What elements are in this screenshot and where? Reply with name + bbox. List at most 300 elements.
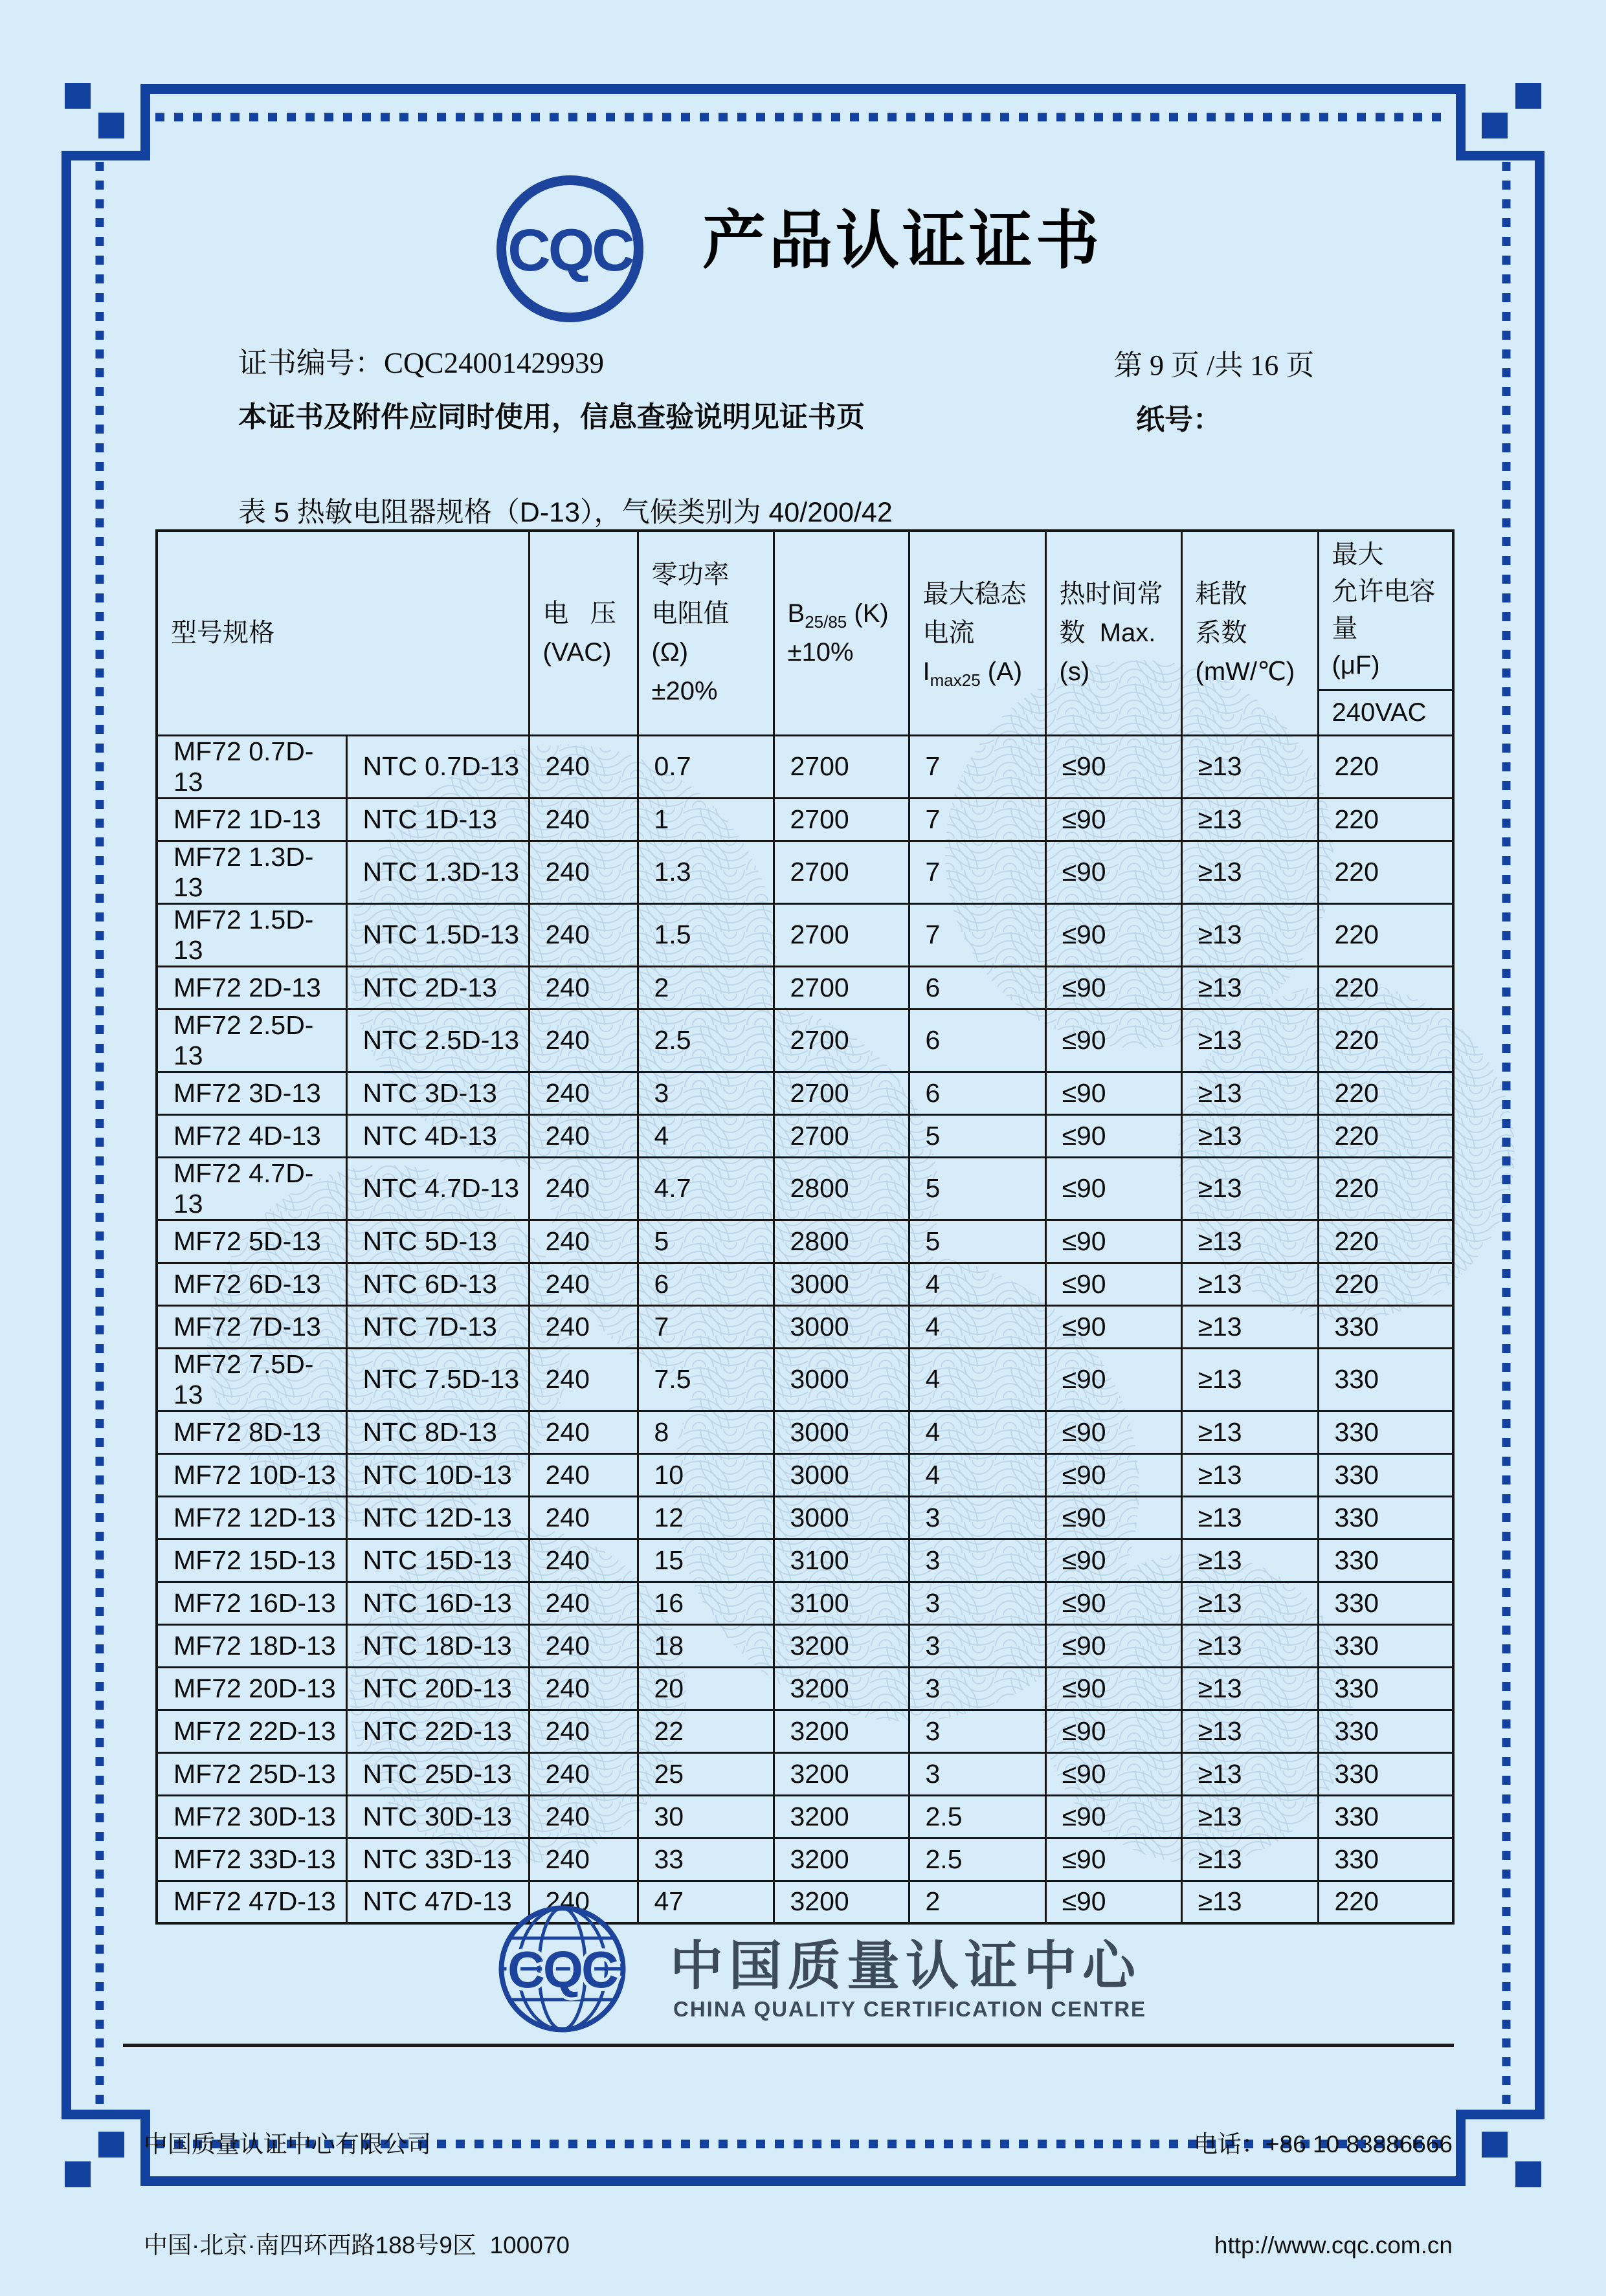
table-cell: ≥13 [1181, 1881, 1318, 1923]
table-cell: 330 [1318, 1453, 1453, 1496]
table-cell: ≤90 [1045, 1838, 1181, 1881]
globe-logo-text: CQC [507, 1941, 617, 1998]
footer-org-name-en: CHINA QUALITY CERTIFICATION CENTRE [673, 1997, 1147, 2021]
table-cell: ≤90 [1045, 1795, 1181, 1838]
table-cell: NTC 16D-13 [346, 1582, 529, 1624]
table-cell: ≤90 [1045, 1072, 1181, 1114]
table-cell: 240 [529, 1009, 638, 1072]
table-cell: 2700 [774, 1072, 909, 1114]
table-cell: 30 [638, 1795, 774, 1838]
table-cell: ≤90 [1045, 1624, 1181, 1667]
footer-address: 中国·北京·南四环西路188号9区 100070 [144, 2232, 570, 2258]
corner-square [65, 2161, 91, 2187]
table-cell: 6 [909, 966, 1045, 1009]
table-cell: NTC 1.5D-13 [346, 903, 529, 966]
table-cell: 7.5 [638, 1348, 774, 1411]
table-cell: MF72 20D-13 [157, 1667, 346, 1710]
table-cell: 330 [1318, 1348, 1453, 1411]
table-cell: ≥13 [1181, 1114, 1318, 1157]
table-cell: ≤90 [1045, 903, 1181, 966]
table-cell: 12 [638, 1496, 774, 1539]
table-cell: 2700 [774, 903, 909, 966]
table-cell: 3 [909, 1496, 1045, 1539]
certificate-number-value: CQC24001429939 [384, 347, 605, 379]
table-cell: MF72 6D-13 [157, 1263, 346, 1305]
table-cell: ≥13 [1181, 1263, 1318, 1305]
table-row [157, 1220, 1453, 1263]
table-cell: 4 [909, 1411, 1045, 1453]
table-cell: 3200 [774, 1795, 909, 1838]
table-cell: MF72 2D-13 [157, 966, 346, 1009]
table-cell: 240 [529, 1752, 638, 1795]
table-cell: 240 [529, 1624, 638, 1667]
table-cell: 220 [1318, 1009, 1453, 1072]
table-cell: 0.7 [638, 735, 774, 798]
table-cell: 7 [909, 798, 1045, 841]
corner-square [65, 83, 91, 109]
table-cell: 2.5 [909, 1795, 1045, 1838]
table-cell: ≥13 [1181, 1710, 1318, 1752]
header-zero-power-resistance: 零功率 电阻值 (Ω) ±20% [638, 531, 774, 735]
table-cell: 4 [909, 1453, 1045, 1496]
table-cell: 240 [529, 1667, 638, 1710]
table-cell: ≥13 [1181, 1838, 1318, 1881]
table-cell: 3000 [774, 1263, 909, 1305]
table-row [157, 903, 1453, 966]
table-cell: ≥13 [1181, 1157, 1318, 1220]
table-row [157, 735, 1453, 798]
table-cell: NTC 18D-13 [346, 1624, 529, 1667]
table-cell: ≥13 [1181, 1305, 1318, 1348]
table-cell: MF72 33D-13 [157, 1838, 346, 1881]
table-cell: 2800 [774, 1157, 909, 1220]
table-cell: 3200 [774, 1624, 909, 1667]
table-cell: 10 [638, 1453, 774, 1496]
certificate-number-label: 证书编号： [238, 347, 385, 379]
table-cell: 22 [638, 1710, 774, 1752]
table-cell: 3 [909, 1624, 1045, 1667]
table-cell: 2700 [774, 798, 909, 841]
table-cell: 240 [529, 1114, 638, 1157]
table-cell: NTC 4.7D-13 [346, 1157, 529, 1220]
table-cell: 5 [909, 1220, 1045, 1263]
table-cell: ≥13 [1181, 1582, 1318, 1624]
table-cell: 1.3 [638, 841, 774, 903]
table-cell: ≥13 [1181, 1348, 1318, 1411]
table-cell: 7 [909, 735, 1045, 798]
table-cell: 240 [529, 1157, 638, 1220]
table-cell: NTC 4D-13 [346, 1114, 529, 1157]
cqc-globe-logo-icon [496, 1903, 629, 2035]
table-cell: 2.5 [638, 1009, 774, 1072]
table-cell: 4.7 [638, 1157, 774, 1220]
table-cell: NTC 2D-13 [346, 966, 529, 1009]
border-corner-bottom-right [1456, 2110, 1466, 2186]
table-cell: NTC 10D-13 [346, 1453, 529, 1496]
table-cell: 16 [638, 1582, 774, 1624]
paper-number-label: 纸号： [1136, 404, 1221, 436]
corner-square [98, 113, 124, 138]
table-cell: 5 [909, 1157, 1045, 1220]
table-cell: ≥13 [1181, 1624, 1318, 1667]
table-cell: 5 [909, 1114, 1045, 1157]
table-cell: ≥13 [1181, 1752, 1318, 1795]
table-cell: ≥13 [1181, 735, 1318, 798]
header-max-steady-current: 最大稳态 电流 $I_{max25}$ (A) [909, 531, 1045, 735]
table-cell: 7 [638, 1305, 774, 1348]
table-cell: 3000 [774, 1411, 909, 1453]
table-cell: 240 [529, 1795, 638, 1838]
table-cell: 3000 [774, 1348, 909, 1411]
table-cell: 220 [1318, 841, 1453, 903]
footer-org-name-cn: 中国质量认证中心 [670, 1937, 1142, 1996]
border-left [61, 151, 71, 2119]
table-cell: ≤90 [1045, 1496, 1181, 1539]
cqc-round-logo-icon [491, 170, 649, 328]
header-voltage: 电 压 (VAC) [529, 531, 638, 735]
table-cell: MF72 4D-13 [157, 1114, 346, 1157]
table-cell: ≤90 [1045, 735, 1181, 798]
table-cell: ≥13 [1181, 1072, 1318, 1114]
table-cell: MF72 15D-13 [157, 1539, 346, 1582]
table-cell: 220 [1318, 903, 1453, 966]
table-cell: 2 [638, 966, 774, 1009]
table-cell: NTC 7.5D-13 [346, 1348, 529, 1411]
table-cell: 5 [638, 1220, 774, 1263]
table-cell: 330 [1318, 1838, 1453, 1881]
table-cell: 3 [909, 1539, 1045, 1582]
table-cell: ≤90 [1045, 798, 1181, 841]
table-cell: 330 [1318, 1624, 1453, 1667]
spec-table-rows [157, 735, 1453, 1923]
table-cell: 1.5 [638, 903, 774, 966]
table-cell: 240 [529, 1411, 638, 1453]
table-cell: 240 [529, 1263, 638, 1305]
table-cell: ≥13 [1181, 966, 1318, 1009]
table-cell: 240 [529, 1710, 638, 1752]
table-cell: NTC 20D-13 [346, 1667, 529, 1710]
table-cell: NTC 47D-13 [346, 1881, 529, 1923]
table-row [157, 1072, 1453, 1114]
table-cell: ≥13 [1181, 1795, 1318, 1838]
table-cell: ≥13 [1181, 1496, 1318, 1539]
cqc-logo-text: CQC [507, 217, 632, 283]
table-cell: ≥13 [1181, 1453, 1318, 1496]
table-cell: 240 [529, 1582, 638, 1624]
subheader-240vac: 240VAC [1318, 690, 1453, 735]
table-cell: 3000 [774, 1453, 909, 1496]
footer-contact [1194, 2060, 1453, 2296]
table-cell: 6 [638, 1263, 774, 1305]
table-row [157, 1838, 1453, 1881]
table-cell: NTC 1.3D-13 [346, 841, 529, 903]
table-cell: ≤90 [1045, 1453, 1181, 1496]
border-corner-bottom-left [61, 2110, 150, 2119]
table-row [157, 1539, 1453, 1582]
border-top [140, 84, 1466, 94]
table-cell: 330 [1318, 1667, 1453, 1710]
table-cell: 220 [1318, 1881, 1453, 1923]
table-cell: 240 [529, 1496, 638, 1539]
table-cell: 240 [529, 1539, 638, 1582]
table-row [157, 1667, 1453, 1710]
table-row [157, 1157, 1453, 1220]
table-cell: ≥13 [1181, 1667, 1318, 1710]
table-cell: 20 [638, 1667, 774, 1710]
table-row [157, 1114, 1453, 1157]
certificate-number-line [238, 339, 604, 381]
table-cell: 7 [909, 841, 1045, 903]
table-cell: MF72 25D-13 [157, 1752, 346, 1795]
table-cell: 240 [529, 1881, 638, 1923]
table-cell: 330 [1318, 1411, 1453, 1453]
table-row [157, 1411, 1453, 1453]
table-cell: 3000 [774, 1305, 909, 1348]
usage-note: 本证书及附件应同时使用，信息查验说明见证书页 [238, 401, 865, 433]
table-cell: 6 [909, 1009, 1045, 1072]
table-cell: 4 [638, 1114, 774, 1157]
table-cell: ≤90 [1045, 1114, 1181, 1157]
table-cell: ≤90 [1045, 1009, 1181, 1072]
table-cell: MF72 47D-13 [157, 1881, 346, 1923]
table-row [157, 798, 1453, 841]
table-cell: 3 [638, 1072, 774, 1114]
table-cell: 220 [1318, 1114, 1453, 1157]
table-cell: 3100 [774, 1582, 909, 1624]
table-cell: 25 [638, 1752, 774, 1795]
border-corner-bottom-right [1456, 2110, 1545, 2119]
table-cell: MF72 16D-13 [157, 1582, 346, 1624]
table-cell: NTC 15D-13 [346, 1539, 529, 1582]
table-cell: 330 [1318, 1795, 1453, 1838]
table-cell: MF72 1.3D-13 [157, 841, 346, 903]
table-cell: NTC 5D-13 [346, 1220, 529, 1263]
table-row [157, 1496, 1453, 1539]
table-cell: 2700 [774, 966, 909, 1009]
footer-company: 中国质量认证中心有限公司 [144, 2131, 431, 2158]
table-cell: ≤90 [1045, 1157, 1181, 1220]
table-cell: 3200 [774, 1667, 909, 1710]
table-cell: 3 [909, 1582, 1045, 1624]
table-cell: 240 [529, 966, 638, 1009]
table-cell: 240 [529, 903, 638, 966]
table-cell: MF72 2.5D-13 [157, 1009, 346, 1072]
table-cell: 220 [1318, 1220, 1453, 1263]
table-row [157, 1752, 1453, 1795]
border-corner-top-left [140, 84, 150, 160]
table-cell: ≤90 [1045, 1220, 1181, 1263]
table-cell: 240 [529, 1220, 638, 1263]
table-cell: 330 [1318, 1710, 1453, 1752]
table-cell: ≤90 [1045, 1539, 1181, 1582]
table-cell: 2700 [774, 841, 909, 903]
table-cell: NTC 6D-13 [346, 1263, 529, 1305]
table-row [157, 1453, 1453, 1496]
table-cell: ≤90 [1045, 966, 1181, 1009]
table-cell: MF72 4.7D-13 [157, 1157, 346, 1220]
border-right [1535, 151, 1545, 2119]
table-row [157, 1710, 1453, 1752]
table-cell: 240 [529, 1838, 638, 1881]
table-cell: 18 [638, 1624, 774, 1667]
table-cell: 220 [1318, 1263, 1453, 1305]
table-cell: NTC 33D-13 [346, 1838, 529, 1881]
table-cell: 330 [1318, 1496, 1453, 1539]
table-cell: 2700 [774, 1009, 909, 1072]
table-cell: 47 [638, 1881, 774, 1923]
table-cell: 3 [909, 1752, 1045, 1795]
table-cell: 220 [1318, 1157, 1453, 1220]
table-cell: 240 [529, 1072, 638, 1114]
table-cell: 1 [638, 798, 774, 841]
table-cell: NTC 22D-13 [346, 1710, 529, 1752]
table-row [157, 1348, 1453, 1411]
table-cell: NTC 8D-13 [346, 1411, 529, 1453]
corner-square [1515, 83, 1541, 109]
table-cell: 4 [909, 1263, 1045, 1305]
table-row [157, 1263, 1453, 1305]
footer-website: http://www.cqc.com.cn [1214, 2232, 1453, 2258]
header-dissipation-factor: 耗散 系数 (mW/℃) [1181, 531, 1318, 735]
header-thermal-time-constant: 热时间常 数 Max. (s) [1045, 531, 1181, 735]
table-row [157, 841, 1453, 903]
corner-square [1482, 2132, 1508, 2158]
footer-divider [123, 2044, 1454, 2047]
table-row [157, 1881, 1453, 1923]
table-cell: NTC 3D-13 [346, 1072, 529, 1114]
header-b-value: $B_{25/85}$ (K) ±10% [774, 531, 909, 735]
table-cell: 3 [909, 1667, 1045, 1710]
table-cell: MF72 22D-13 [157, 1710, 346, 1752]
table-cell: 3100 [774, 1539, 909, 1582]
corner-square [1482, 113, 1508, 138]
table-cell: 2700 [774, 735, 909, 798]
table-cell: 240 [529, 1348, 638, 1411]
table-cell: 4 [909, 1348, 1045, 1411]
table-cell: ≥13 [1181, 1009, 1318, 1072]
table-cell: 330 [1318, 1582, 1453, 1624]
page-number-info: 第 9 页 /共 16 页 [1114, 349, 1315, 381]
table-cell: NTC 30D-13 [346, 1795, 529, 1838]
table-cell: ≥13 [1181, 841, 1318, 903]
table-cell: 330 [1318, 1305, 1453, 1348]
table-cell: ≥13 [1181, 798, 1318, 841]
table-caption: 表 5 热敏电阻器规格（D-13），气候类别为 40/200/42 [238, 497, 893, 528]
table-cell: MF72 30D-13 [157, 1795, 346, 1838]
table-row [157, 1624, 1453, 1667]
table-row [157, 966, 1453, 1009]
border-corner-top-right [1456, 151, 1545, 160]
table-cell: 3 [909, 1710, 1045, 1752]
table-cell: 4 [909, 1305, 1045, 1348]
table-cell: 3200 [774, 1881, 909, 1923]
header-max-capacitance: 最大 允许电容 量 (μF) [1318, 531, 1453, 690]
table-row [157, 1582, 1453, 1624]
table-cell: 240 [529, 798, 638, 841]
table-cell: ≤90 [1045, 1710, 1181, 1752]
table-cell: 240 [529, 1305, 638, 1348]
corner-square [98, 2132, 124, 2158]
table-cell: MF72 7D-13 [157, 1305, 346, 1348]
table-cell: MF72 10D-13 [157, 1453, 346, 1496]
table-cell: ≤90 [1045, 1667, 1181, 1710]
table-cell: NTC 12D-13 [346, 1496, 529, 1539]
table-cell: 33 [638, 1838, 774, 1881]
table-cell: 2700 [774, 1114, 909, 1157]
table-cell: 6 [909, 1072, 1045, 1114]
corner-square [1515, 2161, 1541, 2187]
table-cell: 240 [529, 735, 638, 798]
table-cell: NTC 1D-13 [346, 798, 529, 841]
table-cell: 220 [1318, 735, 1453, 798]
table-cell: NTC 2.5D-13 [346, 1009, 529, 1072]
table-cell: 2800 [774, 1220, 909, 1263]
table-cell: MF72 7.5D-13 [157, 1348, 346, 1411]
table-cell: 7 [909, 903, 1045, 966]
table-cell: ≥13 [1181, 1411, 1318, 1453]
table-cell: 2.5 [909, 1838, 1045, 1881]
table-cell: ≤90 [1045, 1752, 1181, 1795]
table-cell: ≤90 [1045, 1305, 1181, 1348]
table-row [157, 1795, 1453, 1838]
spec-table [155, 529, 1455, 1925]
table-cell: ≤90 [1045, 1582, 1181, 1624]
table-cell: MF72 18D-13 [157, 1624, 346, 1667]
table-cell: 2 [909, 1881, 1045, 1923]
table-cell: 3200 [774, 1710, 909, 1752]
page-title: 产品认证证书 [702, 204, 1103, 276]
table-cell: MF72 0.7D-13 [157, 735, 346, 798]
table-cell: ≤90 [1045, 1411, 1181, 1453]
table-cell: MF72 8D-13 [157, 1411, 346, 1453]
table-cell: MF72 3D-13 [157, 1072, 346, 1114]
table-cell: 3000 [774, 1496, 909, 1539]
table-cell: 330 [1318, 1752, 1453, 1795]
table-cell: 240 [529, 1453, 638, 1496]
border-corner-top-left [61, 151, 150, 160]
table-cell: MF72 12D-13 [157, 1496, 346, 1539]
table-cell: 8 [638, 1411, 774, 1453]
footer-phone: 电话：+86 10 83886666 [1193, 2131, 1453, 2158]
header-model: 型号规格 [157, 531, 529, 735]
table-row [157, 1009, 1453, 1072]
table-cell: 240 [529, 841, 638, 903]
table-cell: ≥13 [1181, 903, 1318, 966]
table-cell: MF72 1D-13 [157, 798, 346, 841]
table-cell: ≥13 [1181, 1539, 1318, 1582]
table-cell: 220 [1318, 1072, 1453, 1114]
table-row [157, 1305, 1453, 1348]
table-cell: MF72 1.5D-13 [157, 903, 346, 966]
table-cell: NTC 25D-13 [346, 1752, 529, 1795]
table-cell: MF72 5D-13 [157, 1220, 346, 1263]
table-cell: 15 [638, 1539, 774, 1582]
table-cell: 3200 [774, 1752, 909, 1795]
table-cell: 330 [1318, 1539, 1453, 1582]
table-cell: NTC 7D-13 [346, 1305, 529, 1348]
table-cell: NTC 0.7D-13 [346, 735, 529, 798]
footer-company-address [144, 2060, 570, 2296]
table-cell: 220 [1318, 798, 1453, 841]
table-cell: ≤90 [1045, 1348, 1181, 1411]
table-cell: 220 [1318, 966, 1453, 1009]
table-cell: ≥13 [1181, 1220, 1318, 1263]
border-corner-top-right [1456, 84, 1466, 160]
table-cell: ≤90 [1045, 1881, 1181, 1923]
table-cell: ≤90 [1045, 841, 1181, 903]
table-cell: 3200 [774, 1838, 909, 1881]
table-cell: ≤90 [1045, 1263, 1181, 1305]
